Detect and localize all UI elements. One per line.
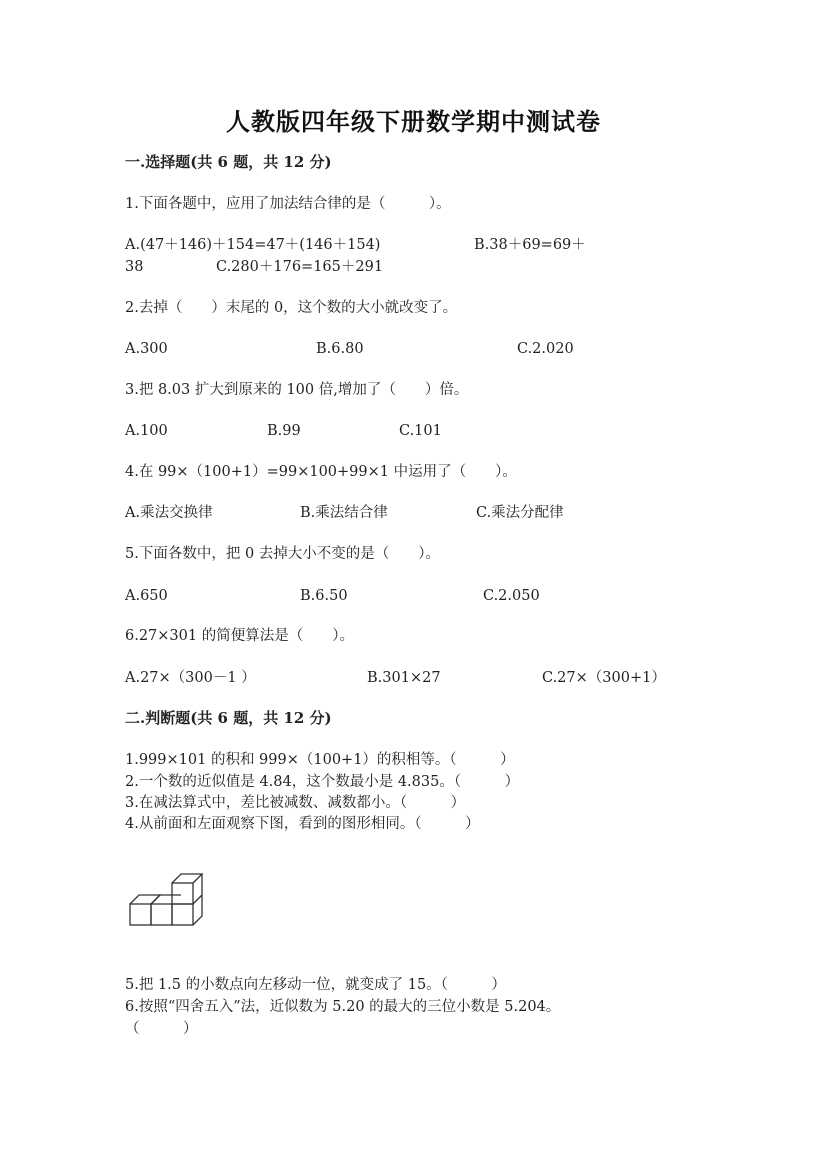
judgment-1: 1.999×101 的积和 999×（100+1）的积相等。（ ） [125,752,515,768]
cube-side-mid-edge [193,895,202,904]
question-2-stem: 2.去掉（ ）末尾的 0，这个数的大小就改变了。 [125,300,458,316]
question-6-stem: 6.27×301 的简便算法是（ ）。 [125,628,354,644]
question-1-option-b: B.38＋69=69＋ [474,237,586,253]
question-3-option-b: B.99 [267,423,301,439]
question-4-option-c: C.乘法分配律 [476,505,564,521]
section-2-heading: 二.判断题(共 6 题，共 12 分) [125,709,332,727]
judgment-4: 4.从前面和左面观察下图，看到的图形相同。（ ） [125,816,480,832]
question-2-option-a: A.300 [125,341,168,357]
judgment-2: 2.一个数的近似值是 4.84，这个数最小是 4.835。（ ） [125,774,520,790]
question-3-option-c: C.101 [399,423,442,439]
judgment-5: 5.把 1.5 的小数点向左移动一位，就变成了 15。（ ） [125,977,506,993]
cube-top-middle [151,895,160,904]
question-4-option-b: B.乘法结合律 [300,505,388,521]
cube-face-left [130,904,151,925]
question-2-option-b: B.6.80 [316,341,364,357]
question-1-stem: 1.下面各题中，应用了加法结合律的是（ ）。 [125,196,451,212]
cube-top-upper [172,874,202,883]
question-2-option-c: C.2.020 [517,341,574,357]
cube-stack-figure [128,872,204,932]
question-5-stem: 5.下面各数中，把 0 去掉大小不变的是（ ）。 [125,546,441,562]
question-6-option-c: C.27×（300+1） [542,670,666,686]
judgment-3: 3.在减法算式中，差比被减数、减数都小。（ ） [125,795,466,811]
question-4-option-a: A.乘法交换律 [125,505,213,521]
question-5-option-b: B.6.50 [300,588,348,604]
question-4-stem: 4.在 99×（100+1）=99×100+99×1 中运用了（ ）。 [125,464,517,480]
question-5-option-a: A.650 [125,588,168,604]
question-5-option-c: C.2.050 [483,588,540,604]
question-1-option-a: A.(47＋146)＋154=47＋(146＋154) [125,237,381,253]
question-1-option-b-cont: 38 [125,259,144,275]
cube-face-middle [151,904,172,925]
cube-face-right [172,904,193,925]
question-1-option-c: C.280＋176=165＋291 [216,259,384,275]
question-3-option-a: A.100 [125,423,168,439]
page-title: 人教版四年级下册数学期中测试卷 [226,107,601,136]
judgment-6-cont: （ ） [125,1021,198,1037]
section-1-heading: 一.选择题(共 6 题，共 12 分) [125,153,332,171]
judgment-6: 6.按照“四舍五入”法，近似数为 5.20 的最大的三位小数是 5.204。 [125,999,561,1015]
question-6-option-b: B.301×27 [367,670,441,686]
cube-face-top [172,883,193,904]
question-6-option-a: A.27×（300－1 ） [125,670,256,686]
question-3-stem: 3.把 8.03 扩大到原来的 100 倍,增加了（ ）倍。 [125,382,469,398]
